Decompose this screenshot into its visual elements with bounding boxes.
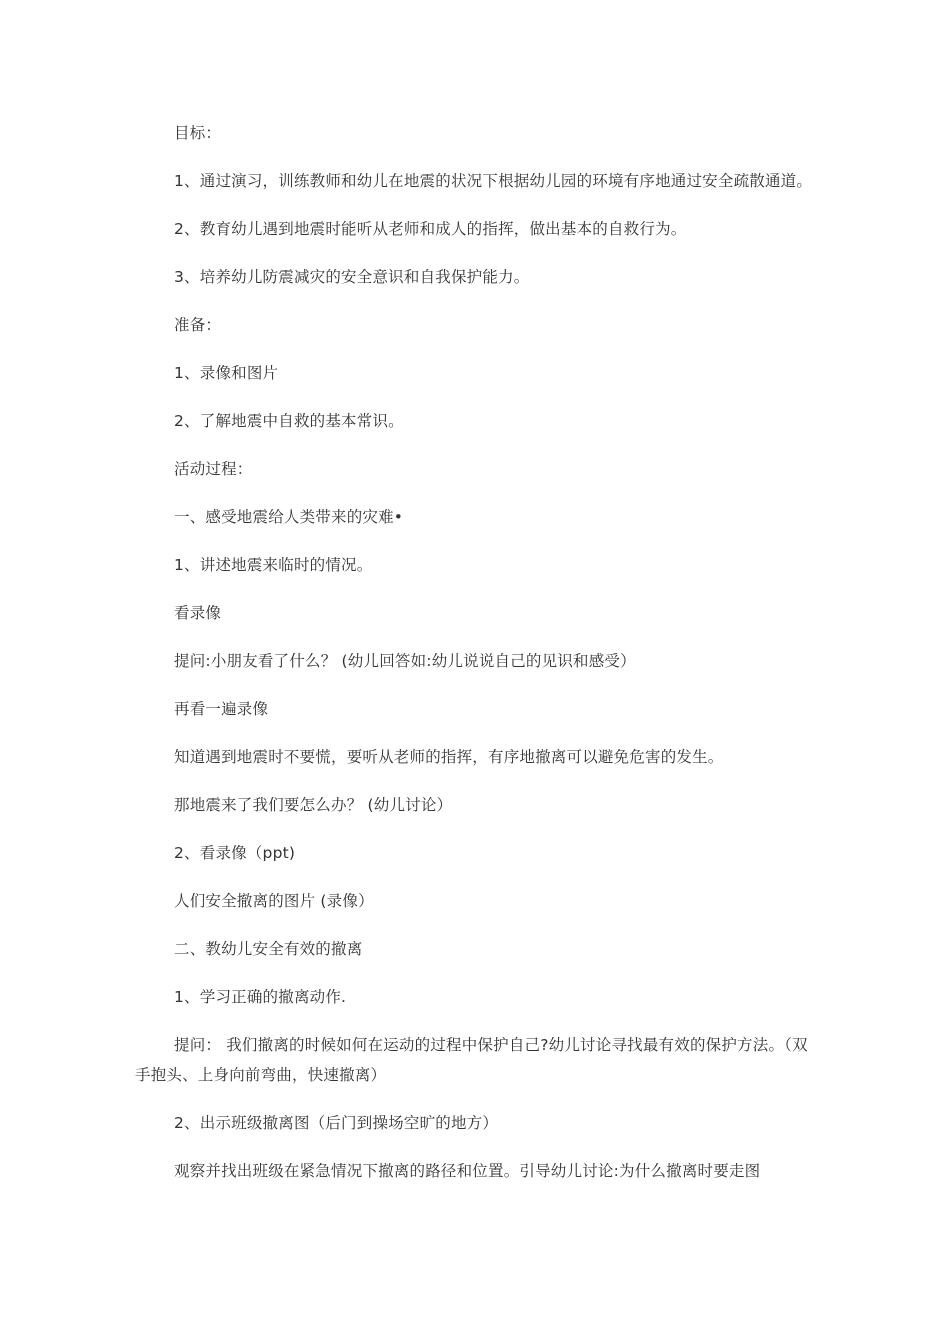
section-heading-goals: 目标： — [174, 124, 222, 142]
process-text: 提问： 我们撤离的时候如何在运动的过程中保护自己?幼儿讨论寻找最有效的保护方法。（双手抱头、上身向前弯曲，快速撤离） — [135, 1036, 808, 1084]
process-text: 人们安全撤离的图片 (录像） — [174, 892, 374, 910]
process-text: 那地震来了我们要怎么办？ (幼儿讨论） — [174, 796, 453, 814]
process-section-title: 一、感受地震给人类带来的灾难• — [174, 508, 404, 526]
preparation-item: 2、了解地震中自救的基本常识。 — [174, 412, 404, 430]
process-step: 1、学习正确的撤离动作. — [174, 988, 347, 1006]
process-step: 1、讲述地震来临时的情况。 — [174, 556, 373, 574]
section-heading-preparation: 准备： — [174, 316, 222, 334]
goal-item: 2、教育幼儿遇到地震时能听从老师和成人的指挥，做出基本的自救行为。 — [174, 220, 687, 238]
process-text: 知道遇到地震时不要慌，要听从老师的指挥，有序地撤离可以避免危害的发生。 — [174, 748, 724, 766]
process-text: 看录像 — [174, 604, 222, 622]
process-text: 观察并找出班级在紧急情况下撤离的路径和位置。引导幼儿讨论:为什么撤离时要走图 — [174, 1162, 761, 1180]
section-heading-process: 活动过程： — [174, 460, 253, 478]
goal-item: 3、培养幼儿防震减灾的安全意识和自我保护能力。 — [174, 268, 530, 286]
process-section-title: 二、教幼儿安全有效的撤离 — [174, 940, 363, 958]
goal-item: 1、通过演习，训练教师和幼儿在地震的状况下根据幼儿园的环境有序地通过安全疏散通道。 — [174, 172, 813, 190]
process-text: 提问:小朋友看了什么？ (幼儿回答如:幼儿说说自己的见识和感受） — [174, 652, 636, 670]
process-step: 2、看录像（ppt) — [174, 844, 296, 862]
process-text: 再看一遍录像 — [174, 700, 269, 718]
document-body — [135, 118, 820, 1204]
preparation-item: 1、录像和图片 — [174, 364, 279, 382]
process-step: 2、出示班级撤离图（后门到操场空旷的地方） — [174, 1114, 499, 1132]
